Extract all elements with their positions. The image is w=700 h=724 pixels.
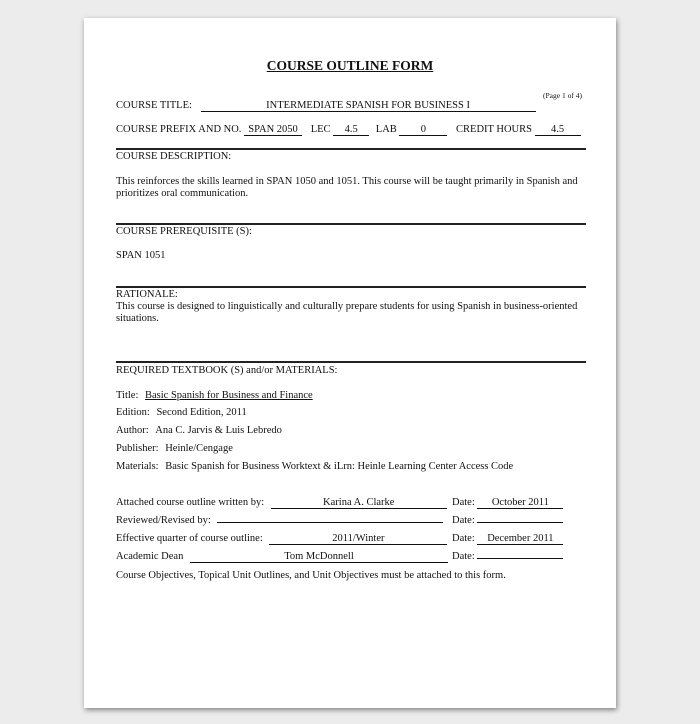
academic-dean-row — [116, 551, 448, 563]
textbook-materials-row — [116, 461, 513, 473]
date-effective-value: December 2011 — [477, 533, 563, 545]
written-by-row — [116, 497, 447, 509]
academic-dean-label: Academic Dean — [116, 551, 184, 562]
date-reviewed-row — [452, 515, 563, 527]
textbook-edition-row — [116, 407, 247, 419]
rationale-text: This course is designed to linguistically and culturally prepare students for using Spanish in business-oriented situations. — [116, 301, 578, 324]
course-prefix-row — [116, 124, 581, 136]
date-label: Date: — [452, 533, 475, 544]
reviewed-by-label: Reviewed/Revised by: — [116, 515, 211, 526]
section-divider — [116, 223, 586, 225]
date-written-value: October 2011 — [477, 497, 563, 509]
lec-value: 4.5 — [333, 124, 369, 136]
date-reviewed-value — [477, 522, 563, 523]
publisher-label: Publisher: — [116, 443, 159, 454]
textbook-publisher-row — [116, 443, 233, 455]
course-title-label: COURSE TITLE: — [116, 100, 192, 111]
description-heading: COURSE DESCRIPTION: — [116, 151, 232, 162]
date-written-row — [452, 497, 563, 509]
page-indicator: (Page 1 of 4) — [543, 91, 582, 100]
credit-hours-value: 4.5 — [535, 124, 581, 136]
date-dean-value — [477, 558, 563, 559]
lec-label: LEC — [310, 124, 331, 135]
materials-value: Basic Spanish for Business Worktext & iLrn: Heinle Learning Center Access Code — [165, 461, 514, 472]
rationale-heading: RATIONALE: — [116, 289, 178, 300]
author-label: Author: — [116, 425, 149, 436]
prerequisite-heading: COURSE PREREQUISITE (S): — [116, 226, 252, 237]
publisher-value: Heinle/Cengage — [165, 443, 233, 454]
written-by-value: Karina A. Clarke — [271, 497, 447, 509]
date-label: Date: — [452, 497, 475, 508]
reviewed-by-value — [217, 522, 443, 523]
attachment-note: Course Objectives, Topical Unit Outlines, and Unit Objectives must be attached to this form. — [116, 570, 506, 581]
textbook-title-row — [116, 390, 313, 402]
date-effective-row — [452, 533, 563, 545]
description-text: This reinforces the skills learned in SPAN 1050 and 1051. This course will be taught primarily in Spanish and prioritizes oral communication. — [116, 176, 578, 199]
section-divider — [116, 286, 586, 288]
lab-value: 0 — [399, 124, 447, 136]
prefix-value: SPAN 2050 — [244, 124, 302, 136]
materials-label: Materials: — [116, 461, 159, 472]
effective-quarter-value: 2011/Winter — [269, 533, 447, 545]
edition-value: Second Edition, 2011 — [156, 407, 247, 418]
lab-label: LAB — [375, 124, 397, 135]
prefix-label: COURSE PREFIX AND NO. — [116, 124, 242, 135]
form-title: COURSE OUTLINE FORM — [266, 58, 434, 73]
textbook-title-label: Title: — [116, 390, 139, 401]
date-dean-row — [452, 551, 563, 563]
written-by-label: Attached course outline written by: — [116, 497, 265, 508]
course-title-row — [116, 100, 536, 112]
academic-dean-value: Tom McDonnell — [190, 551, 448, 563]
document-page — [84, 18, 616, 708]
date-label: Date: — [452, 515, 475, 526]
textbook-author-row — [116, 425, 282, 437]
section-divider — [116, 361, 586, 363]
effective-quarter-label: Effective quarter of course outline: — [116, 533, 263, 544]
edition-label: Edition: — [116, 407, 150, 418]
textbook-heading: REQUIRED TEXTBOOK (S) and/or MATERIALS: — [116, 365, 338, 376]
prerequisite-text: SPAN 1051 — [116, 250, 166, 261]
section-divider — [116, 148, 586, 150]
course-title-value: INTERMEDIATE SPANISH FOR BUSINESS I — [201, 100, 536, 112]
effective-quarter-row — [116, 533, 447, 545]
reviewed-by-row — [116, 515, 443, 527]
textbook-title-value: Basic Spanish for Business and Finance — [145, 390, 313, 401]
author-value: Ana C. Jarvis & Luis Lebredo — [155, 425, 282, 436]
credit-hours-label: CREDIT HOURS — [456, 124, 532, 135]
date-label: Date: — [452, 551, 475, 562]
